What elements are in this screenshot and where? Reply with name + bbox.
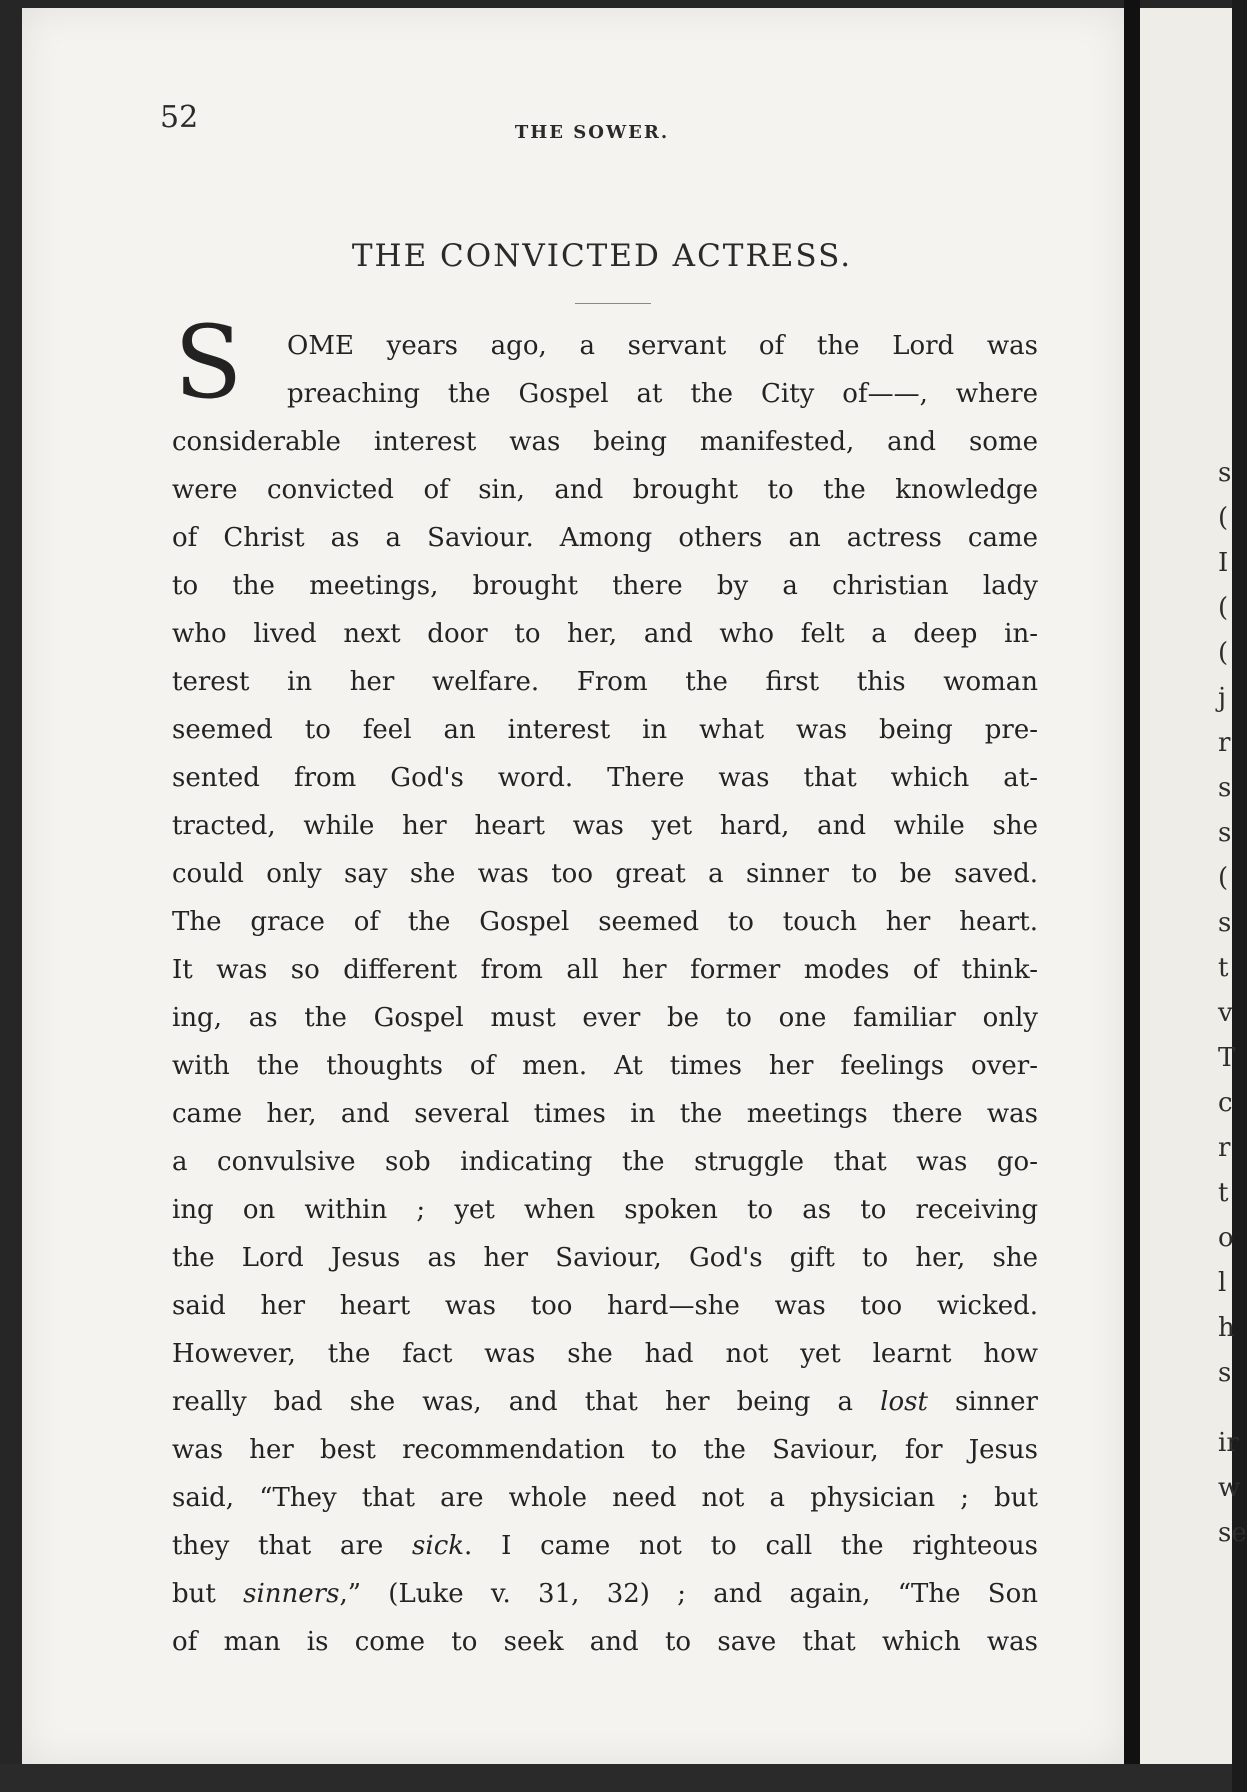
next-page-fragment: s bbox=[1218, 458, 1232, 488]
next-page-fragment: r bbox=[1218, 1133, 1231, 1163]
line-text: ,” (Luke v. 31, 32) ; and again, “The Son bbox=[339, 1579, 1038, 1609]
body-line bbox=[172, 762, 1038, 794]
left-page bbox=[22, 8, 1124, 1764]
next-page-fragment: T bbox=[1218, 1043, 1236, 1073]
line-text: the Lord Jesus as her Saviour, God's gift to her, she bbox=[172, 1243, 1038, 1273]
title-rule bbox=[575, 303, 651, 304]
line-text: ing on within ; yet when spoken to as to receiving bbox=[172, 1195, 1038, 1225]
next-page-fragment: v bbox=[1218, 998, 1233, 1028]
body-line bbox=[172, 426, 1038, 458]
next-page-fragment: h bbox=[1218, 1313, 1235, 1343]
next-page-edge bbox=[1140, 8, 1247, 1764]
next-page-fragment: o bbox=[1218, 1223, 1234, 1253]
body-line bbox=[172, 1098, 1038, 1130]
line-text: with the thoughts of men. At times her feelings over- bbox=[172, 1051, 1038, 1081]
next-page-fragment: s bbox=[1218, 818, 1232, 848]
body-line bbox=[172, 1146, 1038, 1178]
body-line bbox=[172, 1434, 1038, 1466]
body-line bbox=[172, 1386, 1038, 1418]
line-text: sented from God's word. There was that which at- bbox=[172, 763, 1038, 793]
line-text: terest in her welfare. From the first this woman bbox=[172, 667, 1038, 697]
next-page-fragment: t bbox=[1218, 1178, 1229, 1208]
body-line bbox=[172, 1194, 1038, 1226]
body-line bbox=[172, 570, 1038, 602]
next-page-fragment: j bbox=[1218, 683, 1227, 713]
next-page-fragment: ( bbox=[1218, 593, 1229, 623]
body-line bbox=[287, 378, 1038, 410]
body-line bbox=[172, 906, 1038, 938]
line-text: ing, as the Gospel must ever be to one familiar only bbox=[172, 1003, 1038, 1033]
next-page-fragment: r bbox=[1218, 728, 1231, 758]
italic-word: sinners bbox=[243, 1579, 340, 1609]
body-line bbox=[172, 618, 1038, 650]
line-text: to the meetings, brought there by a christian lady bbox=[172, 571, 1038, 601]
line-text: It was so different from all her former modes of think- bbox=[172, 955, 1038, 985]
line-text: sinner bbox=[927, 1387, 1038, 1417]
body-line bbox=[172, 666, 1038, 698]
line-text: really bad she was, and that her being a bbox=[172, 1387, 881, 1417]
line-text: . I came not to call the righteous bbox=[464, 1531, 1038, 1561]
line-text: came her, and several times in the meetings there was bbox=[172, 1099, 1038, 1129]
body-line bbox=[172, 522, 1038, 554]
body-line bbox=[172, 954, 1038, 986]
body-line bbox=[172, 1530, 1038, 1562]
line-text: were convicted of sin, and brought to the knowledge bbox=[172, 475, 1038, 505]
body-line bbox=[172, 1338, 1038, 1370]
line-text: tracted, while her heart was yet hard, and while she bbox=[172, 811, 1038, 841]
body-line bbox=[172, 1002, 1038, 1034]
next-page-fragment: ( bbox=[1218, 863, 1229, 893]
next-page-fragment: s bbox=[1218, 908, 1232, 938]
line-text: The grace of the Gospel seemed to touch her heart. bbox=[172, 907, 1038, 937]
line-text: However, the fact was she had not yet learnt how bbox=[172, 1339, 1038, 1369]
body-line bbox=[287, 330, 1038, 362]
line-text: preaching the Gospel at the City of——, where bbox=[287, 379, 1038, 409]
drop-cap: S bbox=[174, 304, 243, 421]
body-line bbox=[172, 1626, 1038, 1658]
book-spine bbox=[1124, 0, 1140, 1792]
line-text: seemed to feel an interest in what was being pre- bbox=[172, 715, 1038, 745]
line-text: who lived next door to her, and who felt a deep in- bbox=[172, 619, 1038, 649]
body-line bbox=[172, 1290, 1038, 1322]
next-page-fragment: s bbox=[1218, 773, 1232, 803]
body-line bbox=[172, 858, 1038, 890]
next-page-fragment: t bbox=[1218, 953, 1229, 983]
body-line bbox=[172, 474, 1038, 506]
next-page-fragment: I bbox=[1218, 548, 1229, 578]
page-number: 52 bbox=[160, 100, 199, 135]
line-text: was her best recommendation to the Saviour, for Jesus bbox=[172, 1435, 1038, 1465]
body-line bbox=[172, 1242, 1038, 1274]
article-title: THE CONVICTED ACTRESS. bbox=[351, 238, 853, 274]
body-line bbox=[172, 1578, 1038, 1610]
line-text: but bbox=[172, 1579, 244, 1609]
next-page-fragment: se bbox=[1218, 1518, 1247, 1548]
line-text: said her heart was too hard—she was too wicked. bbox=[172, 1291, 1038, 1321]
running-head: THE SOWER. bbox=[514, 122, 670, 143]
next-page-fragment: l bbox=[1218, 1268, 1227, 1298]
italic-word: sick bbox=[412, 1531, 465, 1561]
line-text: could only say she was too great a sinner to be saved. bbox=[172, 859, 1038, 889]
next-page-fragment: ( bbox=[1218, 638, 1229, 668]
body-line bbox=[172, 1482, 1038, 1514]
line-text: of Christ as a Saviour. Among others an actress came bbox=[172, 523, 1038, 553]
scan-border bbox=[0, 1764, 1232, 1792]
next-page-fragment: s bbox=[1218, 1358, 1232, 1388]
line-text: considerable interest was being manifested, and some bbox=[172, 427, 1038, 457]
line-text: they that are bbox=[172, 1531, 413, 1561]
body-line bbox=[172, 714, 1038, 746]
next-page-fragment: w bbox=[1218, 1473, 1241, 1503]
line-text: of man is come to seek and to save that which was bbox=[172, 1627, 1038, 1657]
next-page-fragment: ir bbox=[1218, 1428, 1239, 1458]
line-text: a convulsive sob indicating the struggle that was go- bbox=[172, 1147, 1038, 1177]
next-page-fragment: c bbox=[1218, 1088, 1233, 1118]
body-line bbox=[172, 810, 1038, 842]
italic-word: lost bbox=[880, 1387, 928, 1417]
next-page-fragment: ( bbox=[1218, 503, 1229, 533]
line-text: OME years ago, a servant of the Lord was bbox=[287, 331, 1038, 361]
body-line bbox=[172, 1050, 1038, 1082]
line-text: said, “They that are whole need not a physician ; but bbox=[172, 1483, 1038, 1513]
